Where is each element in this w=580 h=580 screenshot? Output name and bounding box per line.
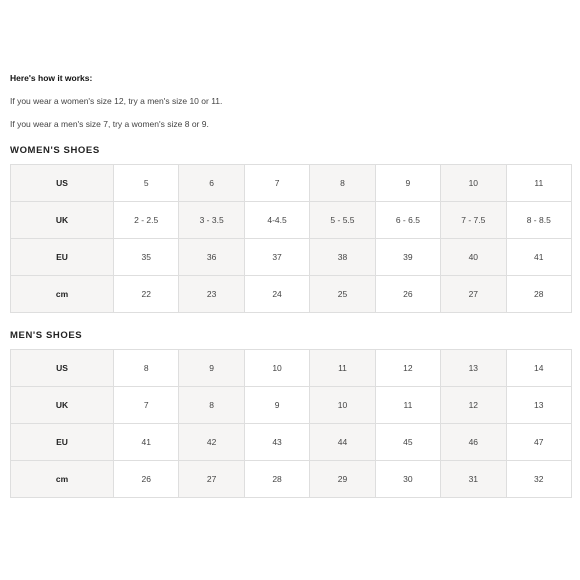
size-cell: 10 xyxy=(244,350,309,387)
table-row xyxy=(11,461,572,498)
size-cell: 27 xyxy=(179,461,244,498)
size-cell: 43 xyxy=(244,424,309,461)
row-label: US xyxy=(11,350,114,387)
size-cell: 7 - 7.5 xyxy=(441,202,506,239)
row-label: cm xyxy=(11,461,114,498)
size-cell: 39 xyxy=(375,239,440,276)
size-cell: 9 xyxy=(179,350,244,387)
size-cell: 45 xyxy=(375,424,440,461)
size-cell: 7 xyxy=(114,387,179,424)
table-row xyxy=(11,424,572,461)
table-row xyxy=(11,387,572,424)
table-row xyxy=(11,165,572,202)
table-row xyxy=(11,350,572,387)
size-cell: 28 xyxy=(244,461,309,498)
size-cell: 47 xyxy=(506,424,571,461)
size-cell: 14 xyxy=(506,350,571,387)
womens-section-title: WOMEN'S SHOES xyxy=(10,145,100,156)
size-cell: 24 xyxy=(244,276,309,313)
size-cell: 4-4.5 xyxy=(244,202,309,239)
size-cell: 37 xyxy=(244,239,309,276)
size-cell: 11 xyxy=(310,350,375,387)
size-cell: 8 xyxy=(179,387,244,424)
table-row xyxy=(11,276,572,313)
table-row xyxy=(11,239,572,276)
size-cell: 9 xyxy=(375,165,440,202)
womens-size-table xyxy=(10,164,572,313)
row-label: EU xyxy=(11,239,114,276)
size-cell: 5 - 5.5 xyxy=(310,202,375,239)
size-cell: 7 xyxy=(244,165,309,202)
size-cell: 38 xyxy=(310,239,375,276)
size-cell: 8 - 8.5 xyxy=(506,202,571,239)
size-cell: 13 xyxy=(506,387,571,424)
size-cell: 41 xyxy=(114,424,179,461)
size-cell: 31 xyxy=(441,461,506,498)
size-cell: 36 xyxy=(179,239,244,276)
size-cell: 32 xyxy=(506,461,571,498)
intro-title: Here's how it works: xyxy=(10,73,93,83)
table-row xyxy=(11,202,572,239)
size-cell: 9 xyxy=(244,387,309,424)
intro-line-women-to-men: If you wear a women's size 12, try a men's size 10 or 11. xyxy=(10,96,223,106)
mens-size-table xyxy=(10,349,572,498)
size-cell: 26 xyxy=(114,461,179,498)
size-cell: 46 xyxy=(441,424,506,461)
size-cell: 6 - 6.5 xyxy=(375,202,440,239)
size-cell: 23 xyxy=(179,276,244,313)
size-cell: 35 xyxy=(114,239,179,276)
size-cell: 40 xyxy=(441,239,506,276)
size-cell: 5 xyxy=(114,165,179,202)
size-cell: 8 xyxy=(310,165,375,202)
size-cell: 27 xyxy=(441,276,506,313)
size-cell: 29 xyxy=(310,461,375,498)
size-cell: 26 xyxy=(375,276,440,313)
size-cell: 28 xyxy=(506,276,571,313)
row-label: UK xyxy=(11,387,114,424)
size-cell: 41 xyxy=(506,239,571,276)
size-cell: 13 xyxy=(441,350,506,387)
size-cell: 6 xyxy=(179,165,244,202)
size-cell: 12 xyxy=(375,350,440,387)
size-cell: 22 xyxy=(114,276,179,313)
intro-line-men-to-women: If you wear a men's size 7, try a women's size 8 or 9. xyxy=(10,119,209,129)
size-cell: 11 xyxy=(506,165,571,202)
row-label: EU xyxy=(11,424,114,461)
size-cell: 3 - 3.5 xyxy=(179,202,244,239)
size-cell: 11 xyxy=(375,387,440,424)
size-cell: 10 xyxy=(310,387,375,424)
size-cell: 10 xyxy=(441,165,506,202)
size-cell: 44 xyxy=(310,424,375,461)
size-cell: 8 xyxy=(114,350,179,387)
mens-section-title: MEN'S SHOES xyxy=(10,330,83,341)
size-cell: 12 xyxy=(441,387,506,424)
row-label: US xyxy=(11,165,114,202)
size-cell: 25 xyxy=(310,276,375,313)
row-label: UK xyxy=(11,202,114,239)
row-label: cm xyxy=(11,276,114,313)
size-cell: 42 xyxy=(179,424,244,461)
size-cell: 2 - 2.5 xyxy=(114,202,179,239)
size-cell: 30 xyxy=(375,461,440,498)
